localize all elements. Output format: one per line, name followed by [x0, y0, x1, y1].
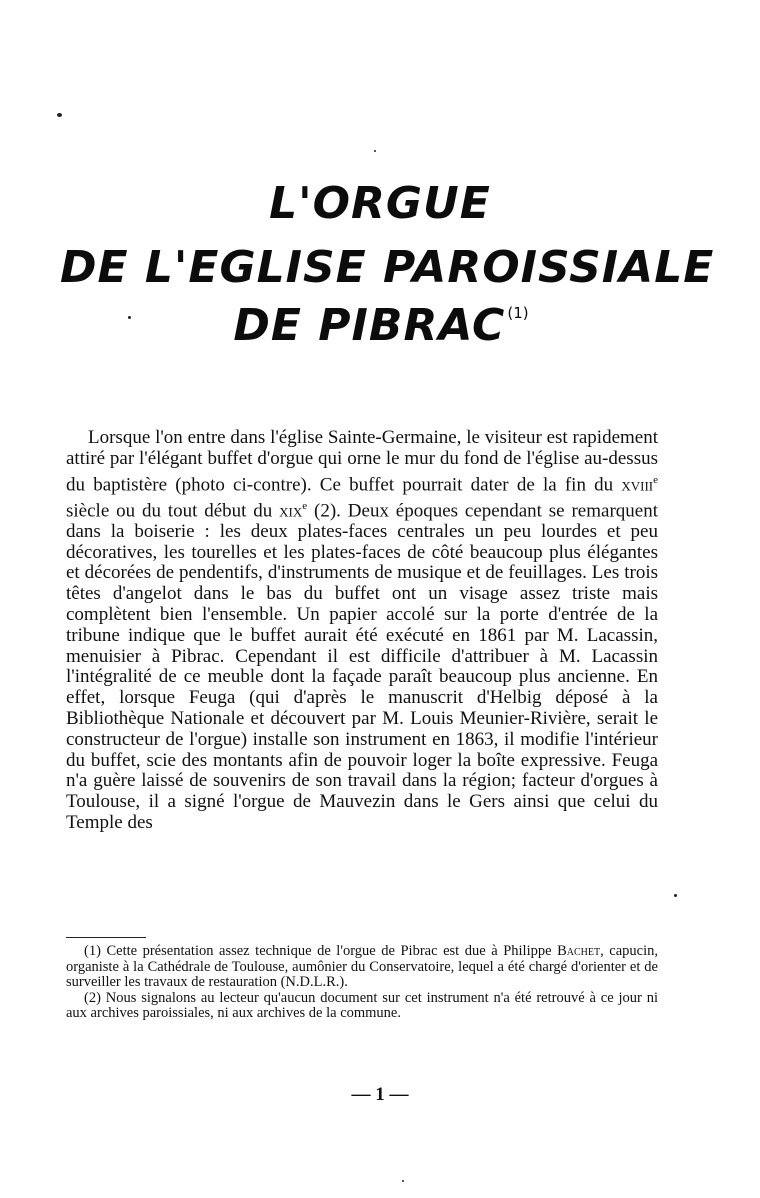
ink-speck: [57, 113, 62, 117]
title-footnote-ref: (1): [507, 304, 529, 322]
body-paragraph: [66, 428, 658, 834]
body-text-part-3: (2). Deux époques cependant se remarquent dans la boiserie : les deux plates-faces centrales un peu lourdes et peu décoratives, les tourelles et les plates-faces de côté beaucoup plus élégantes et décorées de pendentifs, d'instruments de musique et de feuillages. Les trois têtes d'angelot dans le bas du buffet ont un visage assez triste mais complètent bien l'ensemble. Un papier accolé sur la porte d'entrée de la tribune indique que le buffet aurait été exécuté en 1861 par M. Lacassin, menuisier à Pibrac. Cependant il est difficile d'attribuer à M. Lacassin l'intégralité de ce meuble dont la façade paraît beaucoup plus ancienne. En effet, lorsque Feuga (qui d'après le manuscrit d'Helbig déposé à la Bibliothèque Nationale et découvert par M. Louis Meunier-Rivière, serait le constructeur de l'orgue) installe son instrument en 1863, il modifie l'intérieur du buffet, scie des montants afin de pouvoir loger la boîte expressive. Feuga n'a guère laissé de souvenirs de son travail dans la région; facteur d'orgues à Toulouse, il a signé l'orgue de Mauvezin dans le Gers ainsi que celui du Temple des: [66, 500, 658, 833]
century-19-suffix: e: [302, 499, 308, 512]
footnote-1-end: , capucin, organiste à la Cathédrale de Toulouse, aumônier du Conservatoire, lequel a été chargé d'orienter et de surveiller les travaux de restauration (N.D.L.R.).: [66, 943, 658, 990]
body-text-part-1: Lorsque l'on entre dans l'église Sainte-Germaine, le visiteur est rapidement attiré par l'élégant buffet d'orgue qui orne le mur du fond de l'église au-dessus du baptistère (photo ci-contre). Ce buffet pourrait dater de la fin du: [66, 427, 658, 495]
ink-speck: [674, 894, 677, 897]
ink-speck: [374, 150, 376, 152]
body-text-part-2: siècle ou du tout début du: [66, 500, 280, 522]
footnote-1: [66, 944, 658, 991]
title-line-1: L'ORGUE: [269, 178, 491, 229]
footnote-2: (2) Nous signalons au lecteur qu'aucun document sur cet instrument n'a été retrouvé à ce jour ni aux archives paroissiales, ni aux archives de la commune.: [66, 989, 658, 1021]
ink-speck: [402, 1180, 404, 1182]
title-line-3-text: DE PIBRAC: [233, 300, 506, 351]
title-line-3: [60, 300, 700, 351]
title-line-2: DE L'EGLISE PAROISSIALE: [60, 242, 715, 293]
footnote-1-name: Bachet: [557, 943, 601, 959]
footnotes: [66, 944, 658, 1022]
century-18-suffix: e: [653, 473, 658, 486]
century-19: xix: [279, 500, 303, 522]
footnote-divider: [66, 937, 146, 938]
page-number: — 1 —: [351, 1084, 409, 1105]
century-18: xviii: [621, 473, 654, 495]
footnote-1-start: (1) Cette présentation assez technique de l'orgue de Pibrac est due à Philippe: [84, 943, 558, 959]
